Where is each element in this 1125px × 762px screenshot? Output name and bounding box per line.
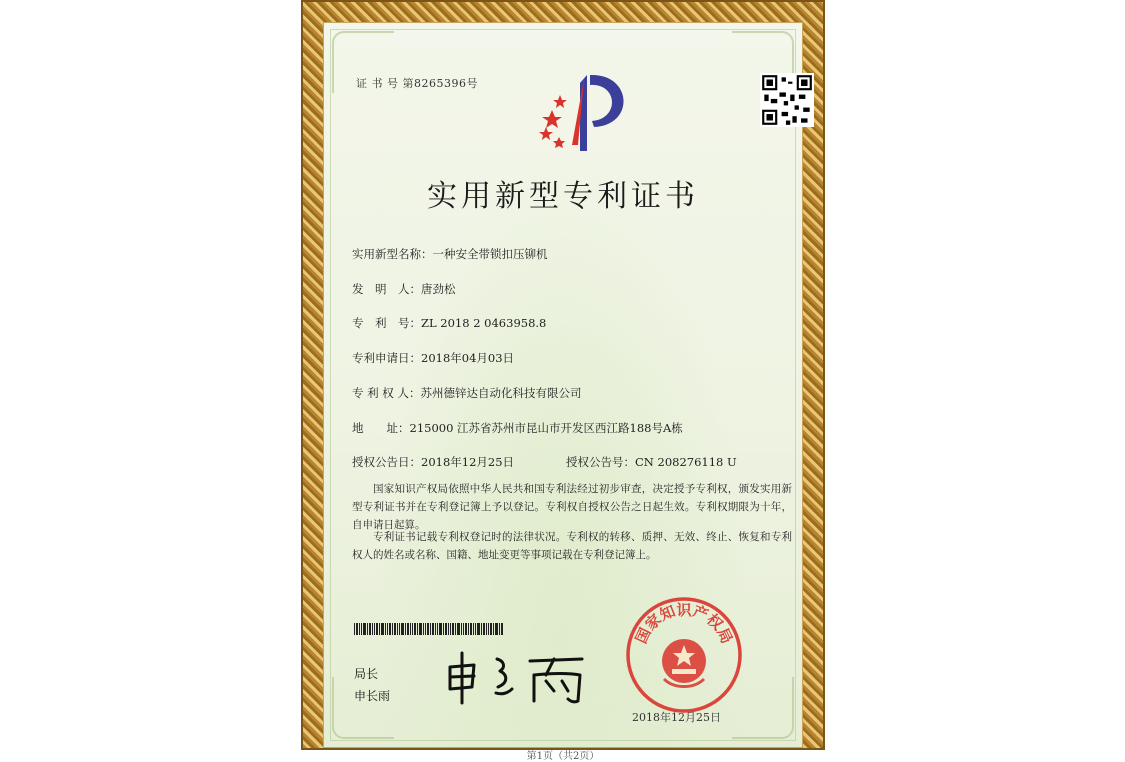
field-label: 授权公告日： [352,455,421,469]
field-label: 专利申请日： [352,351,421,365]
field-grant-date [352,454,514,470]
field-label: 专 利 号： [352,316,421,330]
field-value: 2018年04月03日 [421,351,515,365]
field-value: 唐劲松 [421,282,456,296]
body-paragraph: 国家知识产权局依照中华人民共和国专利法经过初步审查，决定授予专利权，颁发实用新型专利证书并在专利登记簿上予以登记。专利权自授权公告之日起生效。专利权期限为十年，自申请日起算。 [352,483,792,531]
field-value: ZL 2018 2 0463958.8 [421,316,547,330]
field-inventor [352,281,456,297]
barcode-icon [354,623,504,635]
field-value: 2018年12月25日 [421,455,515,469]
field-value: CN 208276118 U [635,455,737,469]
field-value: 215000 江苏省苏州市昆山市开发区西江路188号A栋 [409,421,683,435]
certificate-number: 证 书 号 第8265396号 [356,77,478,90]
field-label: 发 明 人： [352,282,421,296]
field-grant-number [566,454,737,470]
body-paragraph: 专利证书记载专利权登记时的法律状况。专利权的转移、质押、无效、终止、恢复和专利权人的姓名或名称、国籍、地址变更等事项记载在专利登记簿上。 [352,531,792,561]
patent-office-logo-icon [532,65,642,155]
director-name: 申长雨 [354,689,391,703]
field-label: 授权公告号： [566,455,635,469]
signature-icon [442,645,592,705]
director-title: 局长 [354,667,379,681]
page-number: 第1页（共2页） [526,751,600,762]
certificate-frame [301,0,825,762]
field-address [352,420,683,436]
certificate-paper [323,22,803,762]
certificate-title: 实用新型专利证书 [427,179,699,214]
field-application-date [352,350,514,366]
field-utility-model-name [352,246,548,262]
seal-date: 2018年12月25日 [632,711,721,724]
official-seal-icon [624,595,744,715]
field-value: 一种安全带锁扣压铆机 [432,247,548,261]
qr-code-icon [760,73,814,127]
field-patent-number [352,315,546,331]
field-patent-holder [352,385,581,401]
seal-text: 国家知识产权局 [631,601,737,647]
field-label: 专 利 权 人： [352,386,421,400]
field-label: 地 址： [352,421,410,435]
field-value: 苏州德锌达自动化科技有限公司 [420,386,582,400]
field-label: 实用新型名称： [352,247,433,261]
